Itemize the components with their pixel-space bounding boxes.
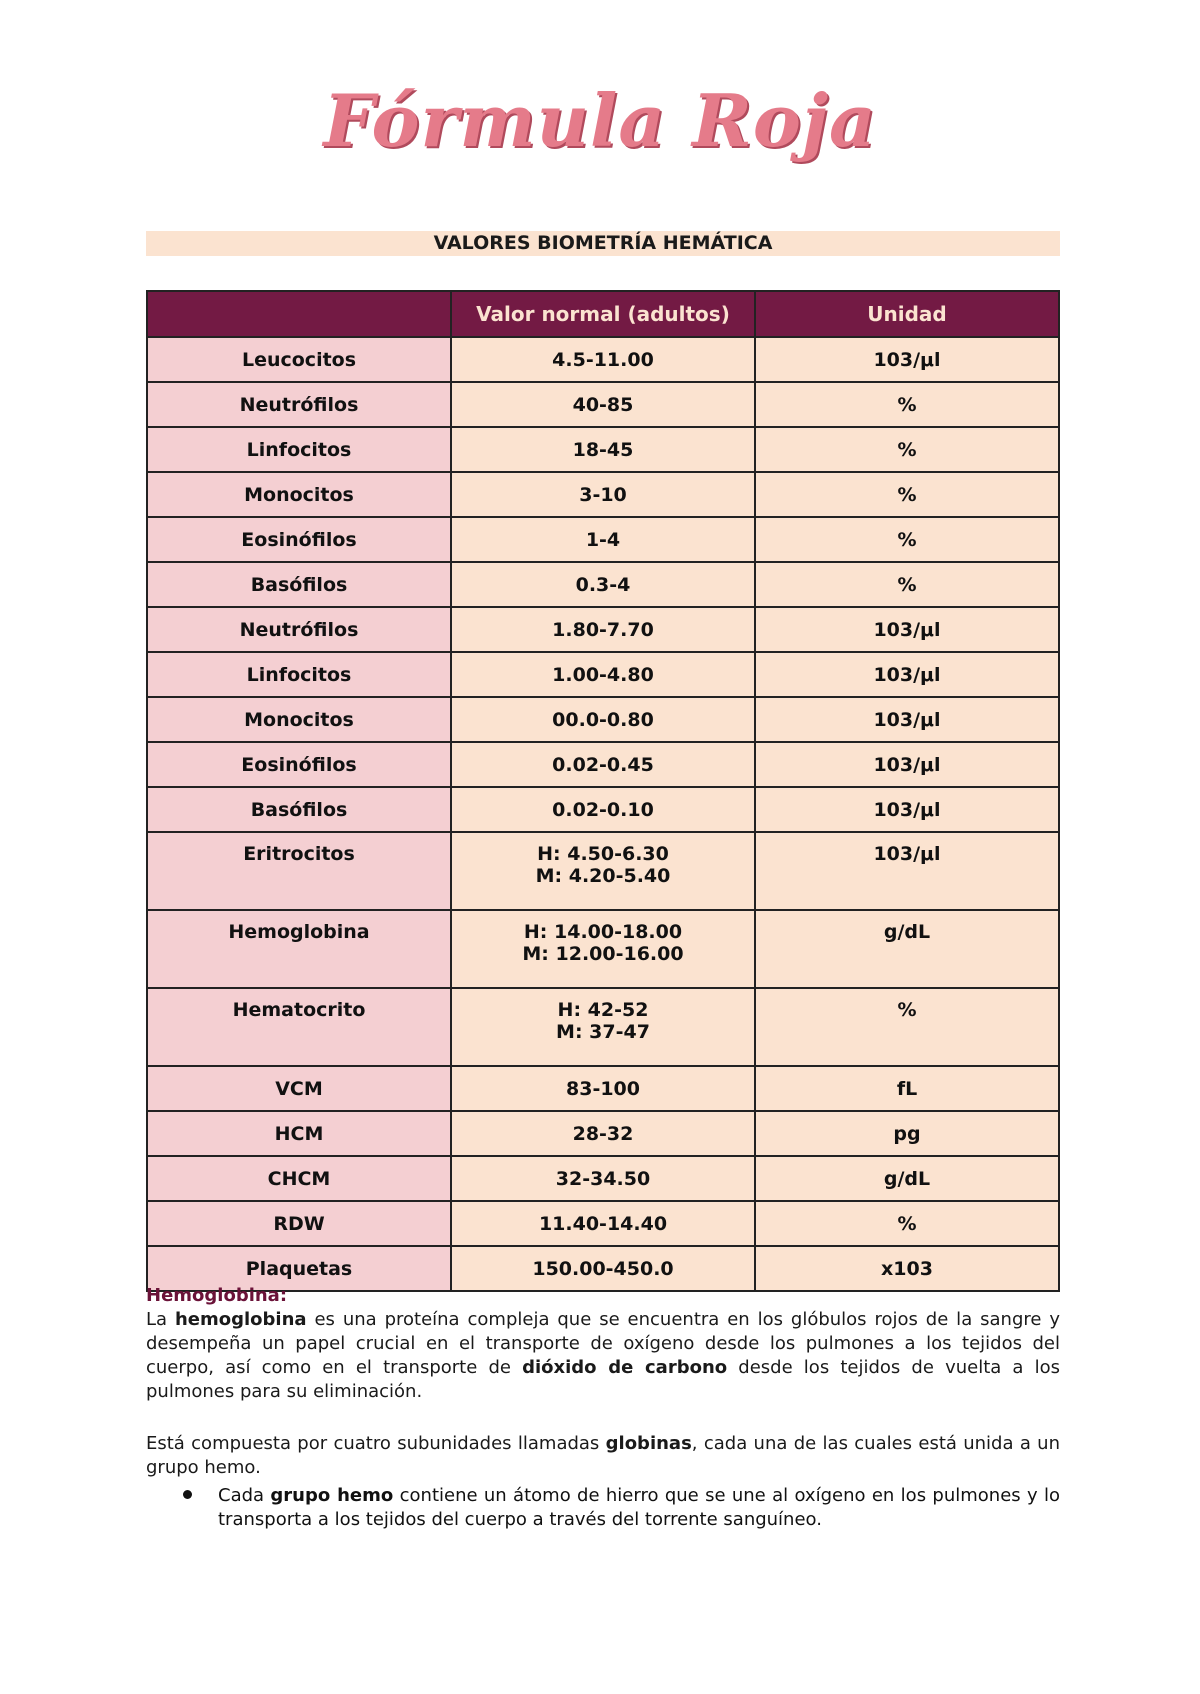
normal-value-cell — [451, 517, 755, 562]
table-row — [147, 1201, 1059, 1246]
header-unit: Unidad — [755, 291, 1059, 337]
table-row — [147, 988, 1059, 1066]
parameter-cell: Eosinófilos — [147, 517, 451, 562]
parameter-cell: Monocitos — [147, 472, 451, 517]
text-segment: , cada una de las cuales está unida a un grupo hemo. — [146, 1433, 1061, 1478]
unit-cell: 103/μl — [755, 697, 1059, 742]
parameter-cell: VCM — [147, 1066, 451, 1111]
parameter-cell: Neutrófilos — [147, 607, 451, 652]
text-segment: desde los tejidos de vuelta a los pulmones para su eliminación. — [146, 1357, 1060, 1402]
parameter-cell: Eosinófilos — [147, 742, 451, 787]
text-segment: La — [146, 1309, 175, 1330]
table-row — [147, 742, 1059, 787]
normal-value-cell — [451, 472, 755, 517]
unit-cell: fL — [755, 1066, 1059, 1111]
parameter-cell: Neutrófilos — [147, 382, 451, 427]
normal-value-cell — [451, 787, 755, 832]
value-line: 83-100 — [566, 1077, 640, 1100]
normal-value-cell — [451, 562, 755, 607]
heme-group-bullet — [218, 1484, 1060, 1532]
value-line: 4.5-11.00 — [552, 348, 654, 371]
parameter-cell: Leucocitos — [147, 337, 451, 382]
value-line: M: 12.00-16.00 — [522, 943, 684, 965]
table-row — [147, 472, 1059, 517]
parameter-cell: Basófilos — [147, 562, 451, 607]
table-row — [147, 910, 1059, 988]
value-line: M: 4.20-5.40 — [535, 865, 671, 887]
reference-values-table — [146, 290, 1060, 1292]
normal-value-cell — [451, 988, 755, 1066]
parameter-cell: Hematocrito — [147, 988, 451, 1066]
value-line: 1.00-4.80 — [552, 663, 654, 686]
unit-cell: 103/μl — [755, 742, 1059, 787]
unit-cell: 103/μl — [755, 832, 1059, 910]
parameter-cell: Basófilos — [147, 787, 451, 832]
unit-cell: % — [755, 1201, 1059, 1246]
text-segment: Está compuesta por cuatro subunidades llamadas — [146, 1433, 606, 1454]
unit-cell: % — [755, 382, 1059, 427]
value-line: 40-85 — [572, 393, 634, 416]
header-blank — [147, 291, 451, 337]
value-line: 0.3-4 — [575, 573, 631, 596]
normal-value-cell — [451, 697, 755, 742]
table-row — [147, 1111, 1059, 1156]
value-line: H: 14.00-18.00 — [523, 921, 683, 943]
parameter-cell: Linfocitos — [147, 652, 451, 697]
table-row — [147, 1066, 1059, 1111]
unit-cell: x103 — [755, 1246, 1059, 1291]
unit-cell: % — [755, 472, 1059, 517]
value-line: H: 42-52 — [557, 999, 649, 1021]
unit-cell: % — [755, 988, 1059, 1066]
parameter-cell: Monocitos — [147, 697, 451, 742]
value-line: 0.02-0.45 — [552, 753, 654, 776]
bullet-icon — [183, 1490, 192, 1499]
table-row — [147, 427, 1059, 472]
normal-value-cell — [451, 1111, 755, 1156]
parameter-cell: CHCM — [147, 1156, 451, 1201]
unit-cell: % — [755, 562, 1059, 607]
parameter-cell: RDW — [147, 1201, 451, 1246]
value-line: 32-34.50 — [555, 1167, 651, 1190]
table-row — [147, 382, 1059, 427]
table-row — [147, 1156, 1059, 1201]
parameter-cell: Plaquetas — [147, 1246, 451, 1291]
parameter-cell: Linfocitos — [147, 427, 451, 472]
unit-cell: 103/μl — [755, 787, 1059, 832]
bold-term: dióxido de carbono — [522, 1357, 728, 1378]
normal-value-cell — [451, 1156, 755, 1201]
value-line: 11.40-14.40 — [538, 1212, 668, 1235]
unit-cell: g/dL — [755, 910, 1059, 988]
normal-value-cell — [451, 652, 755, 697]
table-row — [147, 652, 1059, 697]
unit-cell: 103/μl — [755, 652, 1059, 697]
value-line: 3-10 — [579, 483, 627, 506]
text-segment: es una proteína compleja que se encuentra en los glóbulos rojos de la sangre y desempeña un papel crucial en el transporte de oxígeno desde los pulmones a los tejidos del cuerpo, así como en el transporte de — [146, 1309, 1061, 1378]
globin-paragraph — [146, 1432, 1060, 1480]
table-row — [147, 337, 1059, 382]
normal-value-cell — [451, 427, 755, 472]
normal-value-cell — [451, 742, 755, 787]
value-line: 1.80-7.70 — [552, 618, 654, 641]
normal-value-cell — [451, 607, 755, 652]
value-line: 00.0-0.80 — [552, 708, 654, 731]
table-row — [147, 517, 1059, 562]
normal-value-cell — [451, 832, 755, 910]
unit-cell: % — [755, 427, 1059, 472]
text-segment: Cada — [218, 1485, 271, 1506]
unit-cell: 103/μl — [755, 607, 1059, 652]
value-line: 0.02-0.10 — [552, 798, 654, 821]
normal-value-cell — [451, 1201, 755, 1246]
bold-term: grupo hemo — [270, 1485, 394, 1506]
section-heading: VALORES BIOMETRÍA HEMÁTICA — [146, 231, 1060, 256]
table-row — [147, 832, 1059, 910]
normal-value-cell — [451, 382, 755, 427]
parameter-cell: Hemoglobina — [147, 910, 451, 988]
table-row — [147, 562, 1059, 607]
value-line: H: 4.50-6.30 — [537, 843, 669, 865]
bold-term: hemoglobina — [174, 1309, 307, 1330]
hemoglobin-subheading: Hemoglobina: — [146, 1285, 288, 1306]
header-normal-value: Valor normal (adultos) — [451, 291, 755, 337]
table-row — [147, 697, 1059, 742]
text-segment: contiene un átomo de hierro que se une al oxígeno en los pulmones y lo transporta a los tejidos del cuerpo a través del torrente sanguíneo. — [218, 1485, 1061, 1530]
value-line: 1-4 — [585, 528, 621, 551]
value-line: 18-45 — [572, 438, 634, 461]
unit-cell: pg — [755, 1111, 1059, 1156]
value-line: 150.00-450.0 — [532, 1257, 674, 1280]
table-header-row — [147, 291, 1059, 337]
normal-value-cell — [451, 337, 755, 382]
bold-term: globinas — [605, 1433, 692, 1454]
value-line: 28-32 — [572, 1122, 634, 1145]
unit-cell: g/dL — [755, 1156, 1059, 1201]
parameter-cell: Eritrocitos — [147, 832, 451, 910]
unit-cell: % — [755, 517, 1059, 562]
value-line: M: 37-47 — [556, 1021, 650, 1043]
table-body — [147, 337, 1059, 1291]
parameter-cell: HCM — [147, 1111, 451, 1156]
table-row — [147, 607, 1059, 652]
normal-value-cell — [451, 910, 755, 988]
hemoglobin-paragraph — [146, 1284, 1060, 1404]
table-row — [147, 787, 1059, 832]
unit-cell: 103/μl — [755, 337, 1059, 382]
page-title: Fórmula Roja — [323, 78, 877, 163]
normal-value-cell — [451, 1066, 755, 1111]
